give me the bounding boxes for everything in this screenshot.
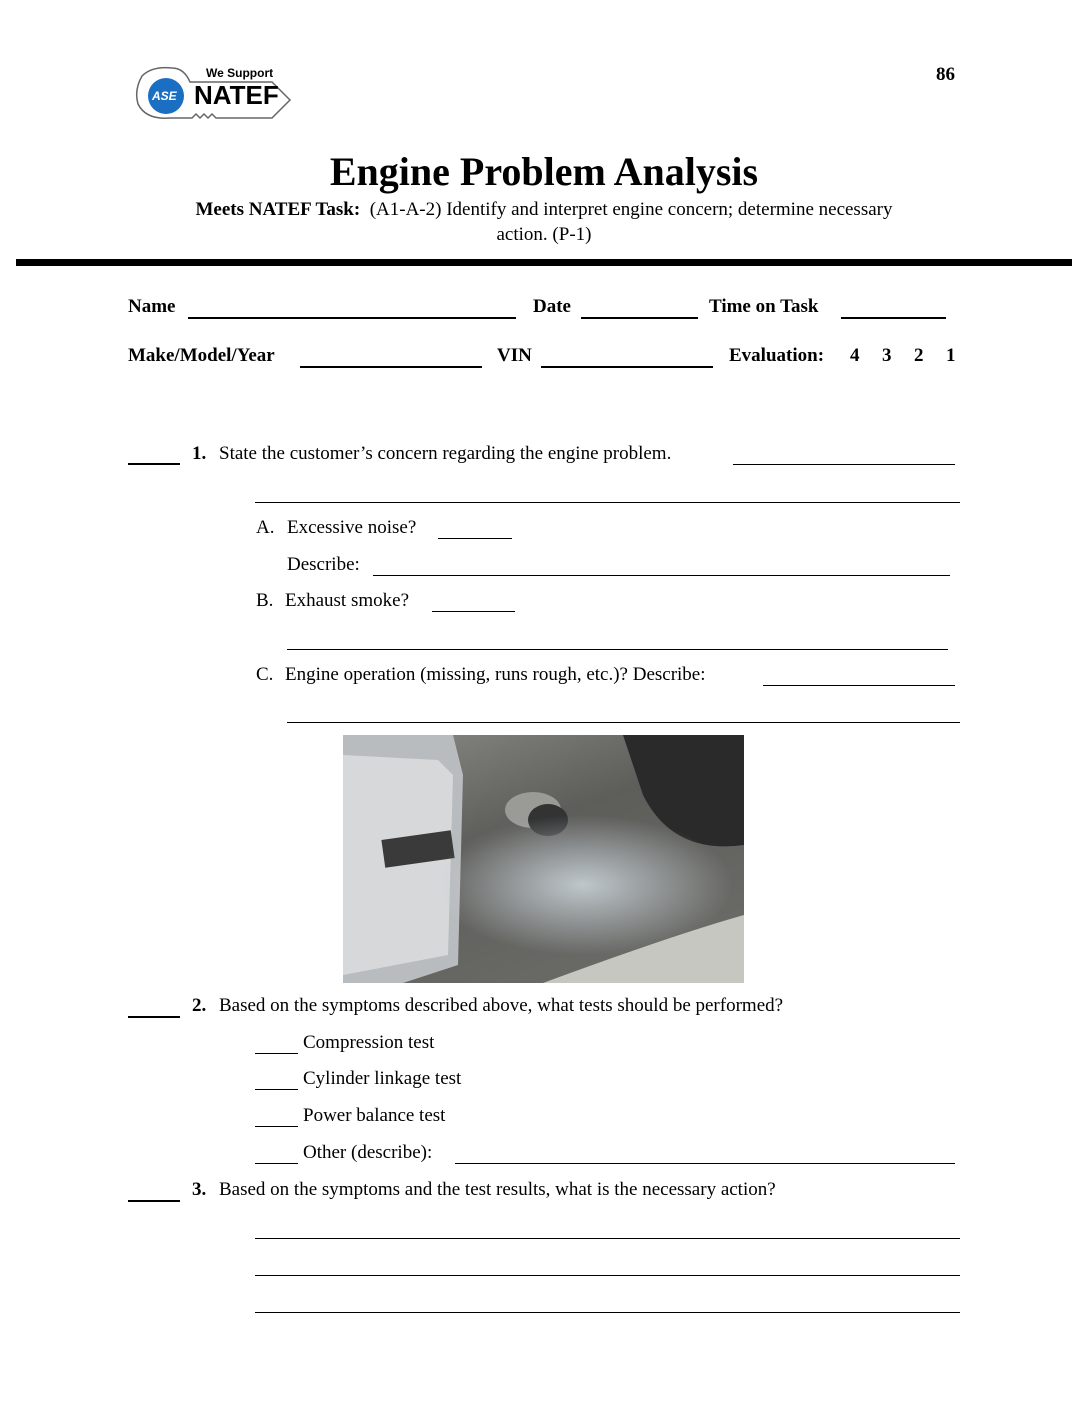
q3-answer-line-1[interactable] [255, 1238, 960, 1239]
task-text: (A1-A-2) Identify and interpret engine concern; determine necessary [369, 199, 893, 220]
q1-answer-line-2[interactable] [255, 502, 960, 503]
q3-answer-line-2[interactable] [255, 1275, 960, 1276]
time-on-task-label: Time on Task [709, 296, 819, 317]
q1b-answer[interactable] [432, 611, 515, 612]
q3-score-blank[interactable] [128, 1200, 180, 1202]
score-3[interactable]: 3 [882, 345, 892, 366]
name-field[interactable] [188, 317, 516, 319]
q1a-describe-line[interactable] [373, 575, 950, 576]
date-label: Date [533, 296, 571, 317]
vin-label: VIN [497, 345, 532, 366]
score-1[interactable]: 1 [946, 345, 956, 366]
q1b-describe-line[interactable] [287, 649, 948, 650]
task-line-2: action. (P-1) [496, 224, 592, 245]
q2-number: 2. [192, 995, 207, 1016]
page-number: 86 [936, 64, 955, 85]
q1a-label: A. [256, 517, 275, 538]
q1b-label: B. [256, 590, 274, 611]
option-checkbox-power-balance[interactable] [255, 1126, 298, 1127]
logo-main-text: NATEF [194, 80, 279, 110]
q1c-answer[interactable] [763, 685, 955, 686]
q3-answer-line-3[interactable] [255, 1312, 960, 1313]
natef-logo [132, 60, 292, 140]
q3-text: Based on the symptoms and the test results, what is the necessary action? [219, 1179, 776, 1200]
q1b-text: Exhaust smoke? [285, 590, 410, 611]
score-2[interactable]: 2 [914, 345, 924, 366]
option-checkbox-cylinder-linkage[interactable] [255, 1089, 298, 1090]
option-checkbox-other[interactable] [255, 1163, 298, 1164]
q1-text: State the customer’s concern regarding the engine problem. [219, 443, 672, 464]
q3-number: 3. [192, 1179, 207, 1200]
header-divider [16, 259, 1072, 266]
option-power-balance-test: Power balance test [303, 1105, 446, 1126]
page-title: Engine Problem Analysis [329, 149, 759, 194]
option-other: Other (describe): [303, 1142, 433, 1163]
exhaust-smoke-photo [343, 735, 744, 983]
q2-score-blank[interactable] [128, 1016, 180, 1018]
make-model-year-field[interactable] [300, 366, 482, 368]
logo-top-text: We Support [206, 66, 274, 80]
q1-score-blank[interactable] [128, 463, 180, 465]
name-label: Name [128, 296, 176, 317]
vin-field[interactable] [541, 366, 713, 368]
task-label: Meets NATEF Task: [195, 199, 361, 220]
score-4[interactable]: 4 [850, 345, 860, 366]
q1a-describe-label: Describe: [287, 554, 360, 575]
option-compression-test: Compression test [303, 1032, 435, 1053]
q1c-describe-line[interactable] [287, 722, 960, 723]
q1c-label: C. [256, 664, 274, 685]
q2-text: Based on the symptoms described above, what tests should be performed? [219, 995, 784, 1016]
date-field[interactable] [581, 317, 698, 319]
q1a-answer[interactable] [438, 538, 512, 539]
option-checkbox-compression[interactable] [255, 1053, 298, 1054]
task-line-1 [0, 199, 1088, 221]
option-cylinder-linkage-test: Cylinder linkage test [303, 1068, 462, 1089]
time-on-task-field[interactable] [841, 317, 946, 319]
ase-seal-text: ASE [152, 89, 177, 103]
q1c-text: Engine operation (missing, runs rough, etc.)? Describe: [285, 664, 706, 685]
q1-answer-line[interactable] [733, 464, 955, 465]
q1-number: 1. [192, 443, 207, 464]
evaluation-label: Evaluation: [729, 345, 825, 366]
make-model-year-label: Make/Model/Year [128, 345, 275, 366]
q1a-text: Excessive noise? [287, 517, 417, 538]
other-describe-line[interactable] [455, 1163, 955, 1164]
